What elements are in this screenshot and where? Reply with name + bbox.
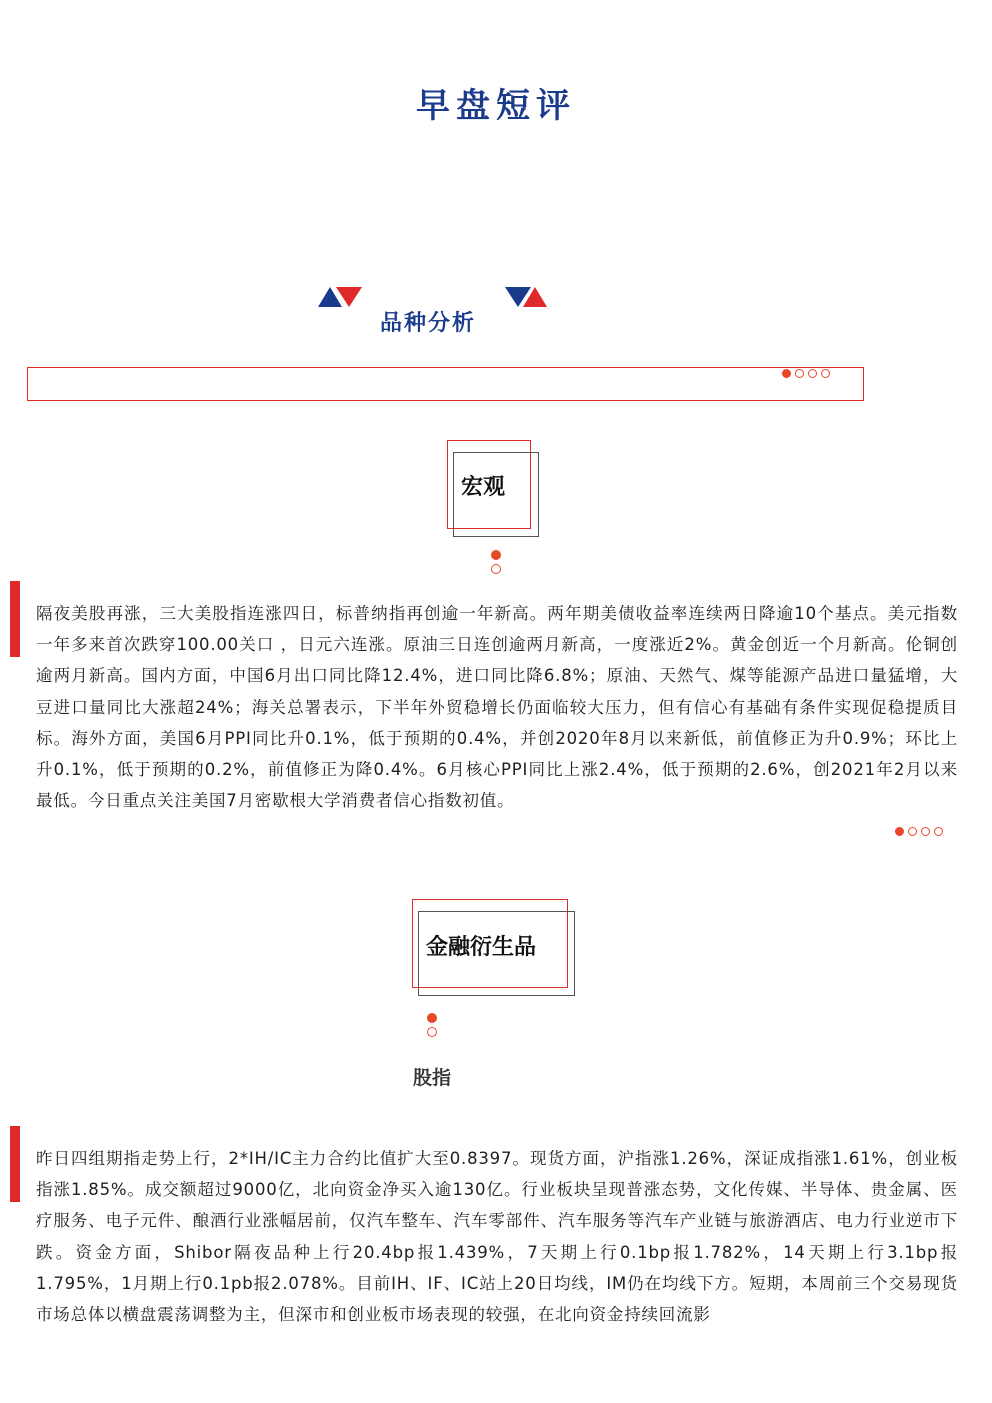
macro-paragraph: 隔夜美股再涨，三大美股指连涨四日，标普纳指再创逾一年新高。两年期美债收益率连续两日降逾10个基点。美元指数一年多来首次跌穿100.00关口 ，日元六连涨。原油三日连创逾两月新高，一度涨近2%。黄金创近一个月新高。伦铜创逾两月新高。国内方面，中国6月出口同比降12.4%，进口同比降6.8%；原油、天然气、煤等能源产品进口量猛增，大豆进口量同比大涨超24%；海关总署表示，下半年外贸稳增长仍面临较大压力，但有信心有基础有条件实现促稳提质目标。海外方面，美国6月PPI同比升0.1%，低于预期的0.4%，并创2020年8月以来新低，前值修正为升0.9%；环比上升0.1%，低于预期的0.2%，前值修正为降0.4%。6月核心PPI同比上涨2.4%，低于预期的2.6%，创2021年2月以来最低。今日重点关注美国7月密歇根大学消费者信心指数初值。: [36, 604, 958, 811]
dot-icon: [795, 369, 804, 378]
derivatives-heading: 金融衍生品: [426, 935, 537, 960]
triangle-left-icon: [318, 287, 362, 309]
dot-icon: [782, 369, 791, 378]
dot-icon: [821, 369, 830, 378]
dot-icon: [427, 1027, 437, 1037]
section-title-variety: 品种分析: [380, 311, 477, 336]
macro-heading: 宏观: [461, 475, 506, 500]
dot-icon: [808, 369, 817, 378]
dot-icon: [908, 827, 917, 836]
dot-icon: [491, 550, 501, 560]
triangle-right-icon: [505, 287, 549, 309]
dot-icon: [921, 827, 930, 836]
section-banner: [27, 367, 864, 401]
dot-icon: [895, 827, 904, 836]
dot-icon: [427, 1013, 437, 1023]
paragraph-marker: [10, 1126, 20, 1202]
dot-icon: [491, 564, 501, 574]
derivatives-paragraph: 昨日四组期指走势上行，2*IH/IC主力合约比值扩大至0.8397。现货方面，沪指涨1.26%，深证成指涨1.61%，创业板指涨1.85%。成交额超过9000亿，北向资金净买入逾130亿。行业板块呈现普涨态势，文化传媒、半导体、贵金属、医疗服务、电子元件、酿酒行业涨幅居前，仅汽车整车、汽车零部件、汽车服务等汽车产业链与旅游酒店、电力行业逆市下跌。资金方面，Shibor隔夜品种上行20.4bp报1.439%，7天期上行0.1bp报1.782%，14天期上行3.1bp报1.795%，1月期上行0.1pb报2.078%。目前IH、IF、IC站上20日均线，IM仍在均线下方。短期，本周前三个交易现货市场总体以横盘震荡调整为主，但深市和创业板市场表现的较强，在北向资金持续回流影: [36, 1149, 958, 1325]
stock-index-heading: 股指: [413, 1067, 452, 1089]
paragraph-marker: [10, 581, 20, 657]
dot-icon: [934, 827, 943, 836]
page-title: 早盘短评: [416, 86, 576, 126]
